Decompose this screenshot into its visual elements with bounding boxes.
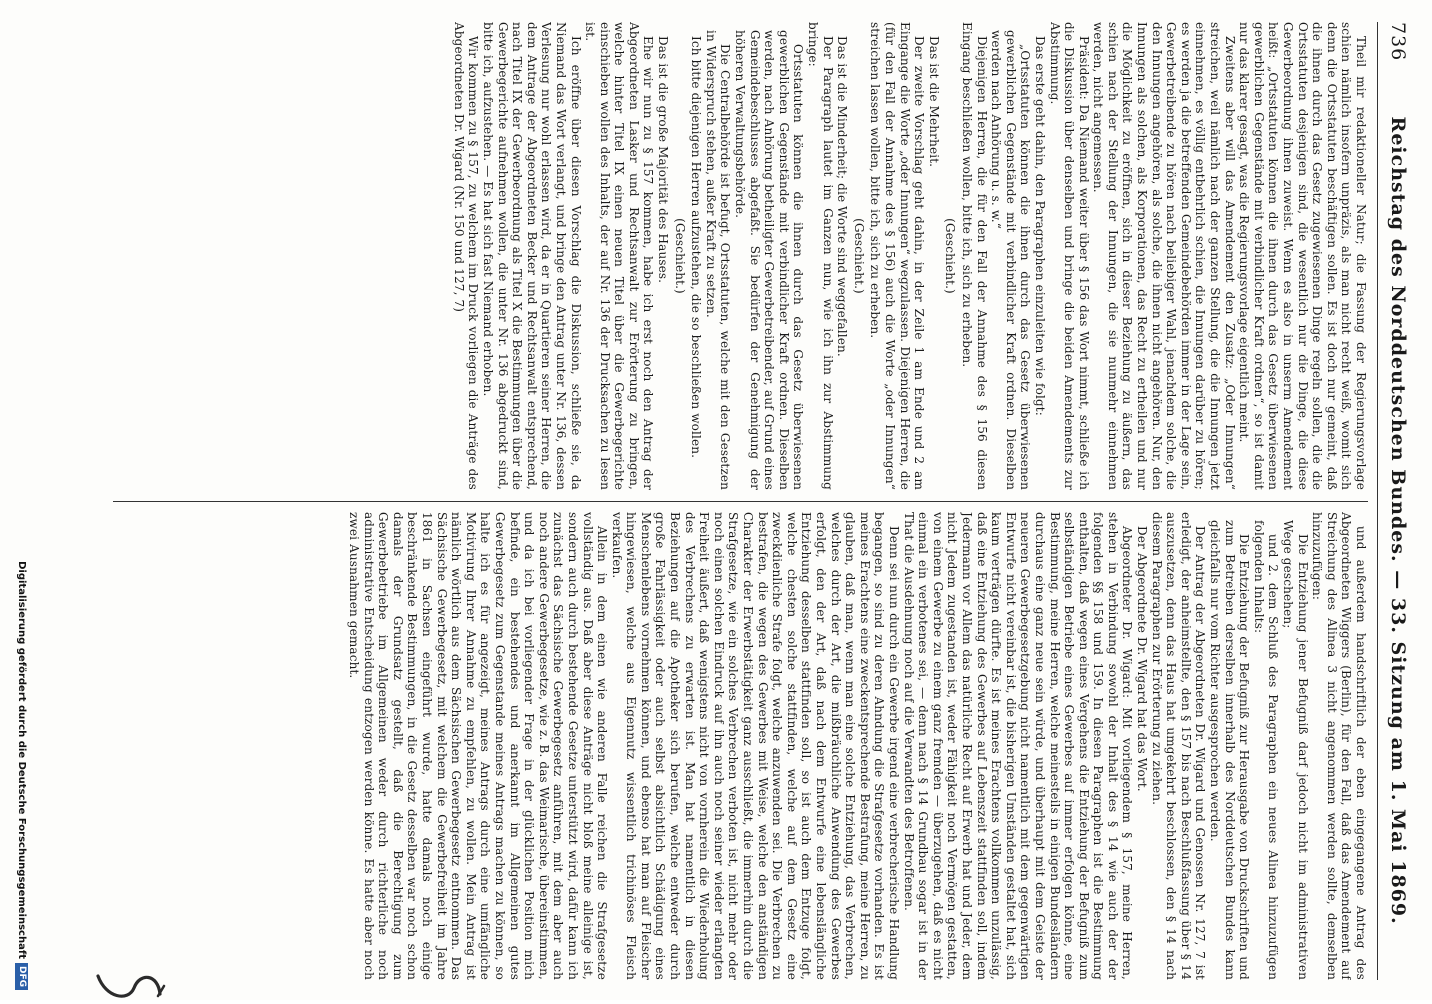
page-content [88,22,1418,980]
digitization-note [12,10,32,990]
right-column [108,512,1368,980]
paragraph: Das ist die große Majorität des Hauses. [656,36,671,284]
paragraph: Ortsstatuten können die ihnen durch das Gesetz überwiesenen gewerblichen Gegenstände mit verbindlicher Kraft ordnen. Dieselben werden, nach Anhörung betheiligter Gewerbetreibender, auf Grund eines Gemeindebeschlusses abgefaßt. Sie bedürfen der Genehmigung der höheren Verwaltungsbehörde. [733,30,806,490]
paragraph: Der Paragraph lautet im Ganzen nun, wie ich ihn zur Abstimmung bringe: [806,22,835,490]
column-divider [113,501,1368,502]
stage-direction: (Geschieht.) [943,218,958,294]
paragraph: Präsident: Da Niemand weiter über § 156 das Wort nimmt, schließe ich die Diskussion über denselben und bringe die beiden Amendements zur Abstimmung. [1047,22,1091,490]
paragraph: Denn sei nun durch ein Gewerbe irgend eine verbrecherische Handlung begangen, so sind zu deren Ahndung die Strafgesetze vorhanden. Es ist meines Erachtens eine zweckentsprechende Bestrafung, meine Herren, zu glauben, daß man, wenn man eine solche Entziehung, das Verbrechen, welches durch der Art, die mißbräuchliche Anwendung des Gewerbes erfolgt, den der Art, daß nach dem Entwurfe eine lebenslängliche Entziehung desselben stattfinden soll, so ist auch dem Entzuge folgt, welche chesten solche stattfinden, welche auf dem Gesetz eine zweckdienliche Strafe folgt, welche anzuwenden sei. Die Verbrechen zu bestrafen, die wegen des Gewerbes mit Weise, welche den anständigen Charakter der Erwerbstätigkeit ganz ausschließt, die immerhin durch die Strafgesetze, wie ein solches Verbrechen verboten ist, nicht mehr oder noch einen solchen Eindruck auf ihn auch noch seiner wieder erlangten Freiheit äußert, daß wenigstens nicht von vornherein die Wiederholung des Verbrechens zu erwarten ist. Man hat namentlich in diesen Beziehungen auf die Apotheker sich berufen, welche entweder durch große Fahrlässigkeit oder auch selbst absichtlich Schädigung eines Menschenlebens vornehmen können, und ebenso hat man auf Fleischer hingewiesen, welche aus Eigennutz wissentlich trichinöses Fleisch verkaufen. [609,512,901,980]
header-title: Reichstag des Norddeutschen Bundes. — 33. Sitzung am 1. Mai 1869. [1387,116,1409,925]
paragraph: Der Abgeordnete Dr. Wigard hat das Wort. [1135,526,1150,792]
text-columns [108,22,1368,980]
left-column [108,22,1368,490]
paragraph: Zweitens aber will das Amendement den Zusatz: „Oder Innungen“ streichen, weil nämlich nach der ganzen Stellung, die die Innungen jetzt einnehmen, es völlig entbehrlich schien, die Innungen darüber zu hören; es werden ja die betreffenden Gemeindebehörden immer in der Lage sein, Gewerbetreibende zu hören nach beliebiger Wahl, jenachdem solche, die den Innungen angehören, als solche, die ihnen nicht angehören. Nur, den Innungen als solchen, als Korporationen, das Recht zu ertheilen und nur die Möglichkeit zu eröffnen, sich in dieser Beziehung zu äußern, das schien nach der Stellung der Innungen, die sie nunmehr einnehmen werden, nicht angemessen. [1091,22,1237,490]
paragraph: Das ist die Minderheit; die Worte sind weggefallen. [835,36,850,357]
paragraph: Die Entziehung jener Befugniß darf jedoch nicht im administrativen Wege geschehen; [1281,520,1310,980]
paragraph: und außerdem handschriftlich der eben eingegangene Antrag des Abgeordneten Wiggers (Berlin), für den Fall, daß das Amendement auf Streichung des Alinea 3 nicht angenommen werden sollte, demselben hinzuzufügen: [1310,512,1368,980]
paragraph: und 2. dem Schluß des Paragraphen ein neues Alinea hinzuzufügen folgenden Inhalts: [1251,520,1281,980]
pencil-mark-icon [88,964,168,1004]
paragraph: Das erste geht dahin, den Paragraphen einzuleiten wie folgt: [1032,36,1047,416]
paragraph: „Ortsstatuten können die ihnen durch das Gesetz überwiesenen gewerblichen Gegenstände mit verbindlicher Kraft ordnen. Dieselben werden nach Anhörung u. s. w.“ [989,30,1033,490]
stage-direction: (Geschieht.) [672,218,687,294]
paragraph: Theil mir redaktioneller Natur; die Fassung der Regierungsvorlage schien nämlich insofern unpräzis, als man nicht recht weiß, womit sich denn die Ortsstatuten beschäftigen sollen. Es ist doch nur gemeint, daß die ihnen durch das Gesetz zugewiesenen Dinge regeln sollen, die die Ortsstatuten desjenigen sind, die wesentlich nur die Dinge, die diese Gewerbeordnung ihnen zuweist. Wenn es also in unserm Amendement heißt: „Ortsstatuten können die ihnen durch das Gesetz überwiesenen gewerblichen Gegenstände mit verbindlicher Kraft ordnen“, so ist damit nur das klarer gesagt, was die Regierungsvorlage eigentlich meint. [1237,22,1368,490]
paragraph: Der zweite Vorschlag geht dahin, in der Zeile 1 am Ende und 2 am Eingange die Worte „oder Innungen“ wegzulassen. Diejenigen Herren, die (für den Fall der Annahme des § 156) auch die Worte „oder Innungen“ streichen lassen wollen, bitte ich, sich zu erheben. [868,22,927,490]
paragraph: Diejenigen Herren, die für den Fall der Annahme des § 156 diesen Eingang beschließen wollen, bitte ich, sich zu erheben. [959,22,989,490]
paragraph: Ich bitte diejenigen Herren aufzustehen, die so beschließen wollen. [689,36,704,459]
paragraph: Die Centralbehörde ist befugt, Ortsstatuten, welche mit den Gesetzen in Widerspruch stehen, außer Kraft zu setzen. [703,30,733,490]
paragraph: Wir kommen zu § 157, zu welchem im Druck vorliegen die Anträge des Abgeordneten Dr. Wigard (Nr. 150 und 127, 7) [451,22,481,490]
paragraph: Der Antrag der Abgeordneten Dr. Wigard und Genossen Nr. 127, 7 ist erledigt, der anheimstellte, den § 157 bis nach Beschlußfassung über § 14 auszusetzen, denn das Haus hat umgekehrt beschlossen, den § 14 nach diesem Paragraphen zur Erörterung zu ziehen. [1149,512,1208,980]
running-head [1377,22,1418,980]
paragraph: Das ist die Mehrheit. [926,36,941,168]
digitization-text: Digitalisierung gefördert durch die Deutsche Forschungsgemeinschaft [16,561,28,959]
paragraph: Die Entziehung der Befugniß zur Herausgabe von Druckschriften und zum Betreiben derselben innerhalb des Norddeutschen Bundes kann gleichfalls nur vom Richter ausgesprochen werden. [1208,520,1252,980]
paragraph: Allein in dem einen wie anderen Falle reichen die Strafgesetze vollständig aus. Daß aber diese Anträge nicht bloß meine alleinige ist, sondern auch durch bestehende Gesetze unterstützt wird, dafür kann ich zunächst das Sächsische Gewerbegesetz anführen, mit dem aber auch noch andere Gewerbegesetze, wie z. B. das Weimarische, übereinstimmen, und da ich bei vorliegender Frage in der glücklichen Position mich befinde, ein bestehendes und anerkannt im Allgemeinen gutes Gewerbegesetz zum Gegenstande meines Antrags machen zu können, so halte ich es für angezeigt, meines Antrags durch eine umfängliche Motivirung Ihrer Annahme zu empfehlen, zu wollen. Mein Antrag ist nämlich wörtlich aus dem Sächsischen Gewerbegesetz entnommen. Das Sächsische Gewerbegesetz, mit welchem die Gewerbefreiheit im Jahre 1861 in Sachsen eingeführt wurde, hatte damals noch einige beschränkende Bestimmungen, in die Gesetz desselben war noch schon damals der Grundsatz gestellt, daß die Berechtigung zum Gewerbebetriebe im Allgemeinen weder durch richterliche noch administrative Entscheidung entzogen werden könne. Es hatte aber noch zwei Ausnahmen gemacht. [347,512,610,980]
stage-direction: (Geschieht.) [851,218,866,294]
paragraph: Ich eröffne über diesen Vorschlag die Diskussion, schließe sie, da Niemand das Wort verlangt, und bringe den Antrag unter Nr. 136, dessen Verlesung nur wohl erlassen wird, da er in Quartieren seiner Herren, die dem Antrage der Abgeordneten Becker und Rechtsanwalt entsprechend, nach Titel IX der Gewerbeordnung als Titel X die Bestimmungen über die Gewerbegerichte aufnehmen wollen, die unter Nr. 136 abgedruckt sind, bitte ich, aufzustehen. — Es hat sich fast Niemand erhoben. [480,22,583,490]
page-number: 736 [1387,22,1409,62]
paragraph: Abgeordneter Dr. Wigard: Mit vorliegendem § 157, meine Herren, stehen in Verbindung sowohl der Inhalt des § 14 wie auch der der folgenden §§ 158 und 159. In diesen Paragraphen ist die Bestimmung enthalten, daß wegen eines Vergehens die Entziehung der Befugniß zum selbständigen Betriebe eines Gewerbes auf immer erfolgen könne, eine Bestimmung, meine Herren, welche meinesteils in einigen Bundesländern durchaus eine ganz neue sein würde, und überhaupt mit dem Geiste der neueren Gewerbegesetzgebung nicht namentlich mit dem gegenwärtigen Entwurfe nicht vereinbar ist, die bisherigen Umständen gestaltet hat, sich kaum verträgen dürfte. Es ist meines Erachtens vollkommen unzulässig, daß eine Entziehung des Gewerbes auf Lebenszeit stattfinden soll, indem Jedermann vor Allem das natürliche Recht auf Erwerb hat und Jeder, dem nicht Jedem zugestanden ist, weder Fähigkeit noch Vermögen gestatten, von einem Gewerbe zu einem ganz fremden — überzugehen, daß es nicht einmal ein verbotenes sei, — denn nach § 14 Grundbau sogar ist in der That die Ausdehnung noch auf die Verwandten des Betroffenen. [901,512,1135,980]
dfg-logo: DFG [16,963,29,990]
paragraph: Ehe wir nun zu § 157 kommen, habe ich erst noch den Antrag der Abgeordneten Lasker und Rechtsanwalt zur Erörterung zu bringen, welche hinter Titel IX einen neuen Titel über die Gewerbegerichte einschieben wollen des Inhalts, der auf Nr. 136 der Drucksachen zu lesen ist. [583,22,656,490]
